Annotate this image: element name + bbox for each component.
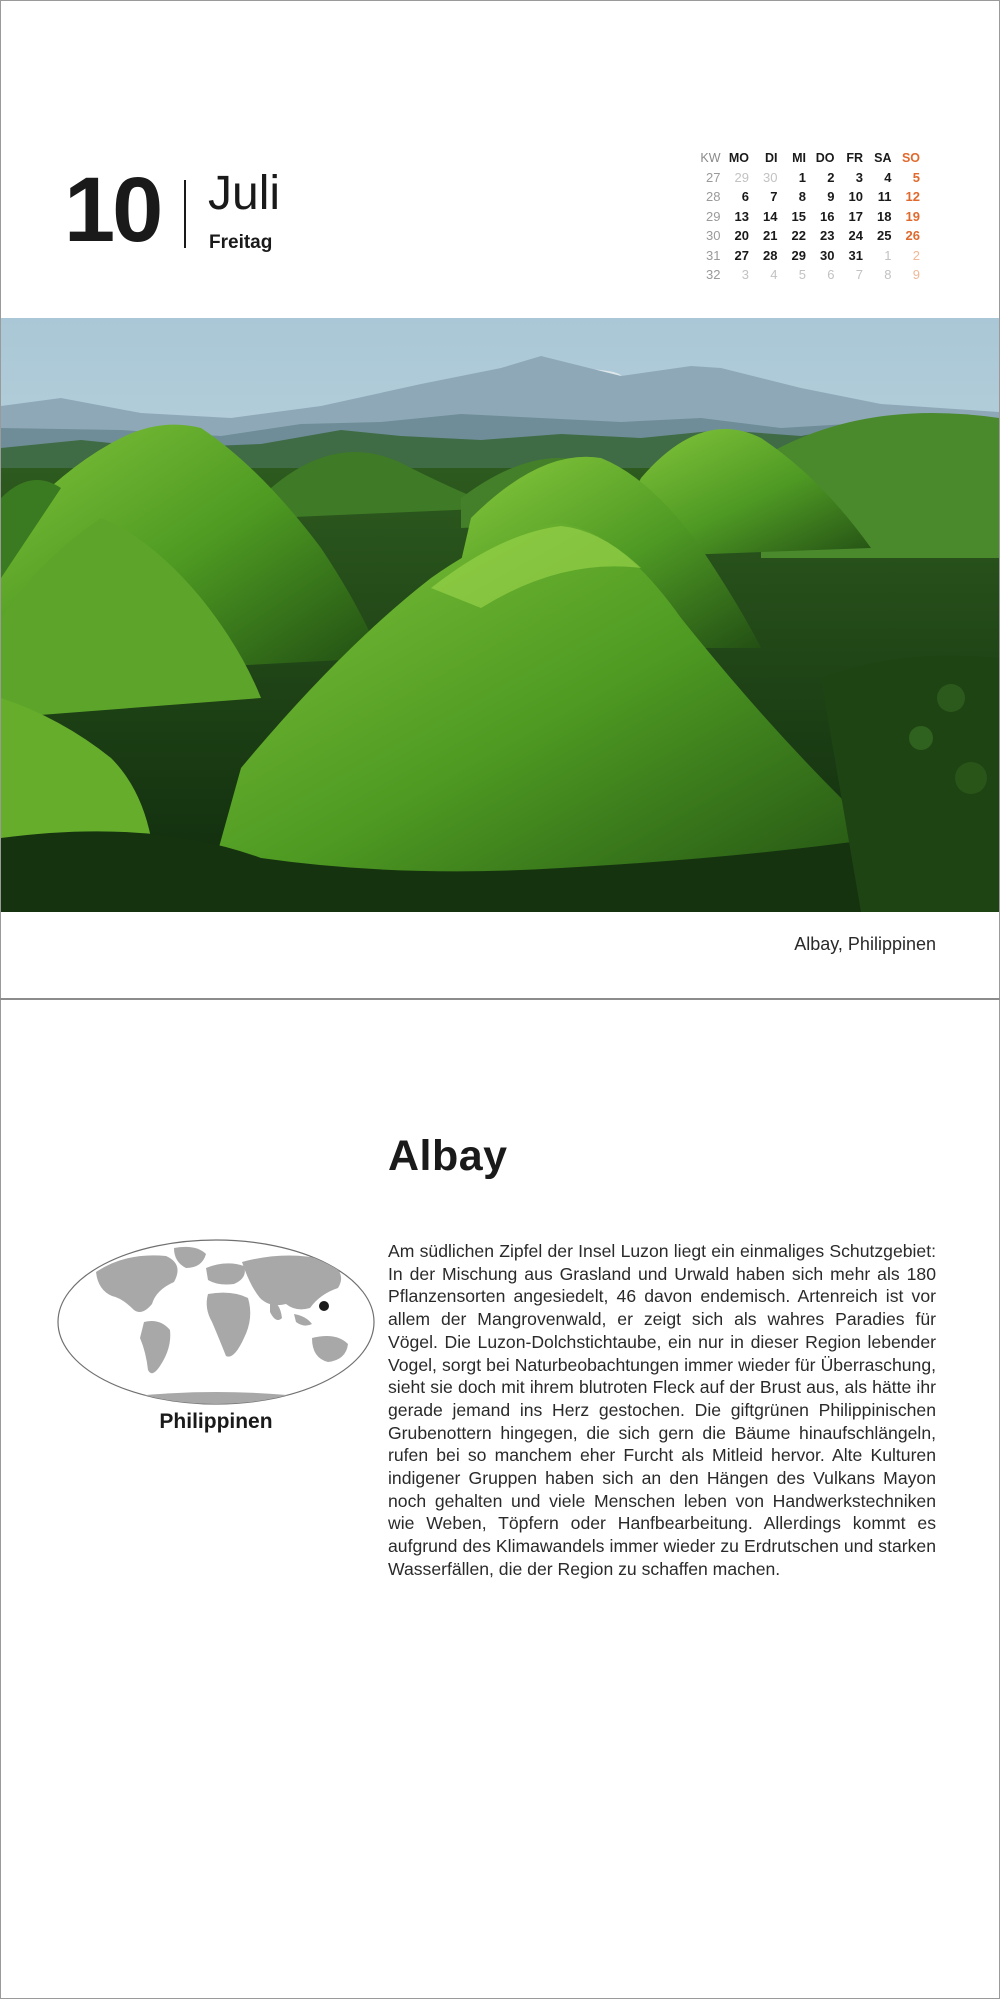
calendar-day: 10 bbox=[848, 189, 863, 205]
calendar-header-do: DO bbox=[815, 150, 835, 165]
landscape-photo bbox=[1, 318, 999, 912]
calendar-day: 4 bbox=[770, 267, 778, 283]
calendar-header-so: SO bbox=[901, 150, 920, 165]
calendar-body bbox=[694, 168, 922, 285]
calendar-day: 2 bbox=[827, 169, 835, 185]
calendar-day: 11 bbox=[877, 189, 892, 205]
calendar-day: 24 bbox=[848, 228, 863, 244]
calendar-week-number: 27 bbox=[706, 169, 721, 185]
calendar-day: 23 bbox=[820, 228, 835, 244]
calendar-day: 7 bbox=[855, 267, 863, 283]
chocolate-hills-illustration bbox=[1, 318, 999, 912]
calendar-header-kw: KW bbox=[700, 150, 721, 165]
calendar-day: 3 bbox=[741, 267, 749, 283]
calendar-day: 19 bbox=[905, 208, 920, 224]
day-number: 10 bbox=[64, 159, 161, 261]
calendar-day: 5 bbox=[912, 169, 920, 185]
calendar-day: 12 bbox=[905, 189, 920, 205]
calendar-day: 13 bbox=[734, 208, 749, 224]
calendar-day: 17 bbox=[848, 208, 863, 224]
calendar-day: 16 bbox=[820, 208, 835, 224]
calendar-day: 18 bbox=[877, 208, 892, 224]
calendar-week-row bbox=[694, 207, 922, 227]
calendar-day: 27 bbox=[734, 247, 749, 263]
calendar-week-row bbox=[694, 168, 922, 188]
calendar-week-row bbox=[694, 187, 922, 207]
calendar-week-number: 29 bbox=[706, 208, 721, 224]
calendar-day: 6 bbox=[741, 189, 749, 205]
article-title: Albay bbox=[388, 1132, 508, 1180]
calendar-header-row bbox=[694, 148, 922, 168]
calendar-day: 9 bbox=[912, 267, 920, 283]
month-name: Juli bbox=[208, 167, 281, 220]
map-label: Philippinen bbox=[159, 1410, 273, 1433]
calendar-week-row bbox=[694, 265, 922, 285]
calendar-week-number: 28 bbox=[706, 189, 721, 205]
calendar-day: 8 bbox=[798, 189, 806, 205]
calendar-day: 8 bbox=[884, 267, 892, 283]
photo-caption: Albay, Philippinen bbox=[794, 934, 936, 954]
mini-calendar bbox=[694, 148, 922, 285]
calendar-day: 31 bbox=[848, 247, 863, 263]
calendar-day: 9 bbox=[827, 189, 835, 205]
calendar-day: 7 bbox=[770, 189, 778, 205]
calendar-week-row bbox=[694, 226, 922, 246]
calendar-day: 4 bbox=[884, 169, 892, 185]
calendar-header-di: DI bbox=[765, 150, 778, 165]
calendar-day: 29 bbox=[734, 169, 749, 185]
calendar-day: 22 bbox=[791, 228, 806, 244]
article-body: Am südlichen Zipfel der Insel Luzon liegt ein einmaliges Schutzgebiet: In der Mischung aus Grasland und Urwald haben sich mehr als 180 Pflanzensorten angesiedelt, 46 davon endemisch. Artenreich ist vor allem der Mangrovenwald, er zeigt sich als wahres Paradies für Vögel. Die Luzon-Dolchstichtaube, ein nur in dieser Region lebender Vogel, sorgt bei Naturbeobachtungen immer wieder für Überraschung, sieht sie doch mit ihrem blutroten Fleck auf der Brust aus, als hätte ihr gerade jemand ins Herz gestochen. Die giftgrünen Philippinischen Grubenottern hingegen, die sich gern die Bäume hinaufschlängeln, rufen bei so manchem eher Furcht als Mitleid hervor. Alte Kulturen indigener Gruppen haben sich an den Hängen des Vulkans Mayon noch gehalten und viele Menschen leben von Handwerkstechniken wie Weben, Töpfern oder Hanfbearbeitung. Allerdings kommt es aufgrund des Klimawandels immer wieder zu Erdrutschen und starken Wasserfällen, die der Region zu schaffen machen. bbox=[388, 1241, 936, 1579]
calendar-day: 6 bbox=[827, 267, 835, 283]
date-separator bbox=[184, 180, 186, 248]
calendar-day: 28 bbox=[763, 247, 778, 263]
calendar-day: 2 bbox=[912, 247, 920, 263]
calendar-day: 14 bbox=[763, 208, 778, 224]
calendar-day: 30 bbox=[820, 247, 835, 263]
calendar-week-number: 32 bbox=[706, 267, 721, 283]
calendar-week-row bbox=[694, 246, 922, 266]
calendar-day: 15 bbox=[791, 208, 806, 224]
calendar-day: 3 bbox=[855, 169, 863, 185]
weekday-name: Freitag bbox=[209, 232, 273, 253]
calendar-day: 1 bbox=[884, 247, 892, 263]
calendar-day: 29 bbox=[791, 247, 806, 263]
calendar-header-mo: MO bbox=[728, 150, 749, 165]
calendar-day: 5 bbox=[798, 267, 806, 283]
calendar-day: 21 bbox=[763, 228, 778, 244]
calendar-header-sa: SA bbox=[874, 150, 892, 165]
world-map-icon bbox=[56, 1238, 376, 1406]
calendar-header-fr: FR bbox=[846, 150, 863, 165]
calendar-day: 20 bbox=[734, 228, 749, 244]
calendar-header-mi: MI bbox=[792, 150, 806, 165]
calendar-day: 1 bbox=[798, 169, 806, 185]
calendar-week-number: 31 bbox=[706, 247, 721, 263]
location-marker-icon bbox=[319, 1301, 329, 1311]
calendar-day: 25 bbox=[877, 228, 892, 244]
calendar-week-number: 30 bbox=[706, 228, 721, 244]
calendar-day: 30 bbox=[763, 169, 778, 185]
calendar-day: 26 bbox=[905, 228, 920, 244]
